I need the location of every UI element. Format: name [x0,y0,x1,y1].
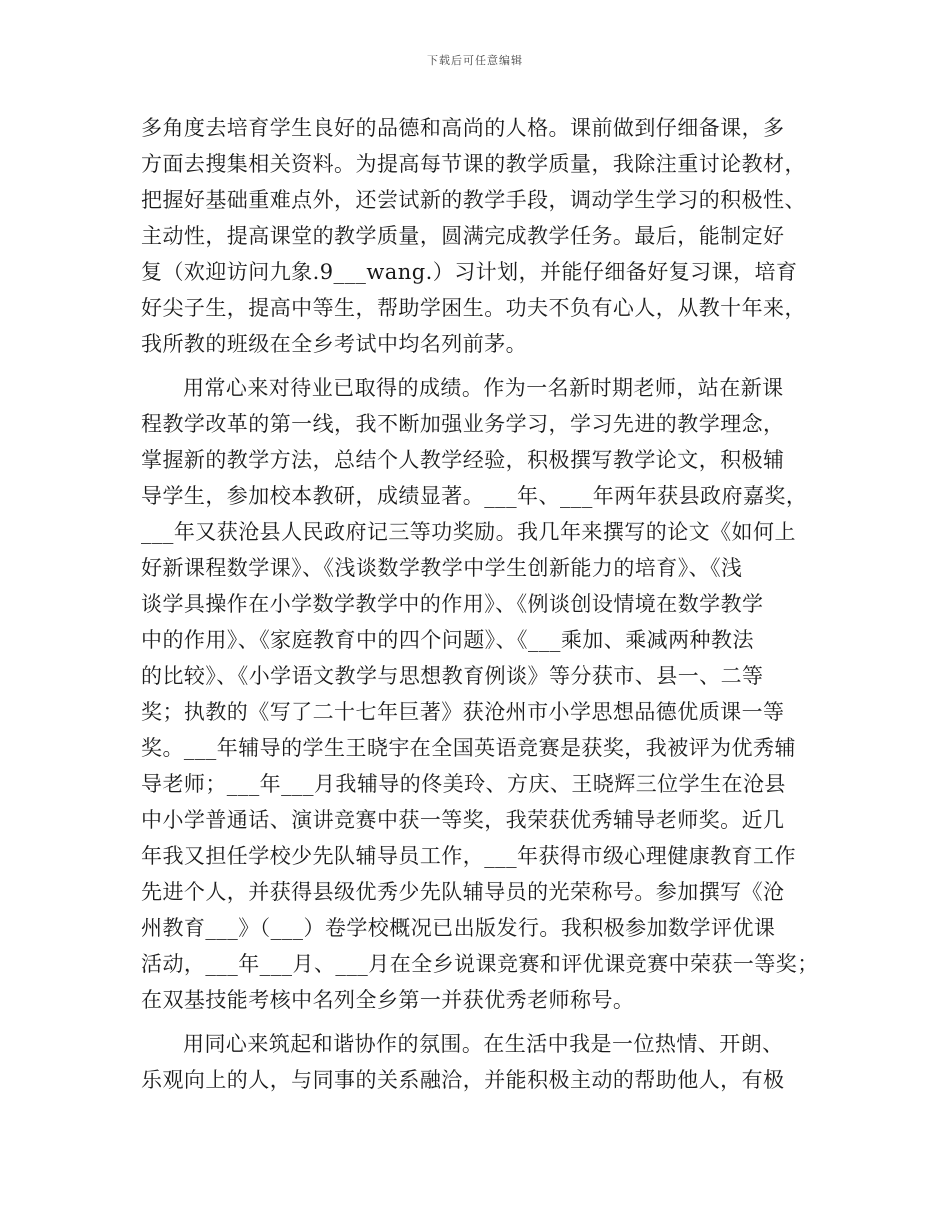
text-line: 中小学普通话、演讲竞赛中获一等奖，我荣获优秀辅导老师奖。近几 [141,808,785,832]
text-line: ___年又获沧县人民政府记三等功奖励。我几年来撰写的论文《如何上 [141,520,796,544]
paragraph-1 [141,110,821,362]
text-line: 好尖子生，提高中等生，帮助学困生。功夫不负有心人，从教十年来， [141,296,806,320]
text-line: 年我又担任学校少先队辅导员工作，___年获得市级心理健康教育工作 [141,844,796,868]
page-header-note: 下载后可任意编辑 [427,54,523,67]
paragraph-spacer [141,362,821,370]
paragraph-spacer [141,1018,821,1026]
text-line: 先进个人，并获得县级优秀少先队辅导员的光荣称号。参加撰写《沧 [141,880,785,904]
document-body [141,110,821,1098]
text-line-first: 用常心来对待业已取得的成绩。作为一名新时期老师，站在新课 [183,376,784,400]
text-line: 谈学具操作在小学数学教学中的作用》、《例谈创设情境在数学教学 [141,592,764,616]
paragraph-3 [141,1026,821,1098]
text-line: 活动，___年___月、___月在全乡说课竞赛和评优课竞赛中荣获一等奖； [141,952,819,976]
text-line: 方面去搜集相关资料。为提高每节课的教学质量，我除注重讨论教材， [141,152,806,176]
text-line: 奖；执教的《写了二十七年巨著》获沧州市小学思想品德优质课一等 [141,700,785,724]
text-line: 复（欢迎访问九象.9___wang.）习计划，并能仔细备好复习课，培育 [141,260,798,284]
text-line-first: 用同心来筑起和谐协作的氛围。在生活中我是一位热情、开朗、 [183,1032,784,1056]
text-line: 主动性，提高课堂的教学质量，圆满完成教学任务。最后，能制定好 [141,224,785,248]
text-line: 州教育___》（___）卷学校概况已出版发行。我积极参加数学评优课 [141,916,776,940]
paragraph-2 [141,370,821,1018]
text-line: 在双基技能考核中名列全乡第一并获优秀老师称号。 [141,988,635,1012]
text-line: 好新课程数学课》、《浅谈数学教学中学生创新能力的培育》、《浅 [141,556,743,580]
text-line: 乐观向上的人，与同事的关系融洽，并能积极主动的帮助他人，有极 [141,1068,785,1092]
text-line: 把握好基础重难点外，还尝试新的教学手段，调动学生学习的积极性、 [141,188,806,212]
text-line: 导老师；___年___月我辅导的佟美玲、方庆、王晓辉三位学生在沧县 [141,772,786,796]
text-line: 导学生，参加校本教研，成绩显著。___年、___年两年获县政府嘉奖， [141,484,808,508]
text-line: 中的作用》、《家庭教育中的四个问题》、《___乘加、乘减两种教法 [141,628,754,652]
text-line: 程教学改革的第一线，我不断加强业务学习，学习先进的教学理念， [141,412,785,436]
text-line: 奖。___年辅导的学生王晓宇在全国英语竞赛是获奖，我被评为优秀辅 [141,736,796,760]
text-line: 我所教的班级在全乡考试中均名列前茅。 [141,332,528,356]
text-line: 多角度去培育学生良好的品德和高尚的人格。课前做到仔细备课，多 [141,116,785,140]
text-line: 的比较》、《小学语文教学与思想教育例谈》等分获市、县一、二等 [141,664,764,688]
text-line: 掌握新的教学方法，总结个人教学经验，积极撰写教学论文，积极辅 [141,448,785,472]
